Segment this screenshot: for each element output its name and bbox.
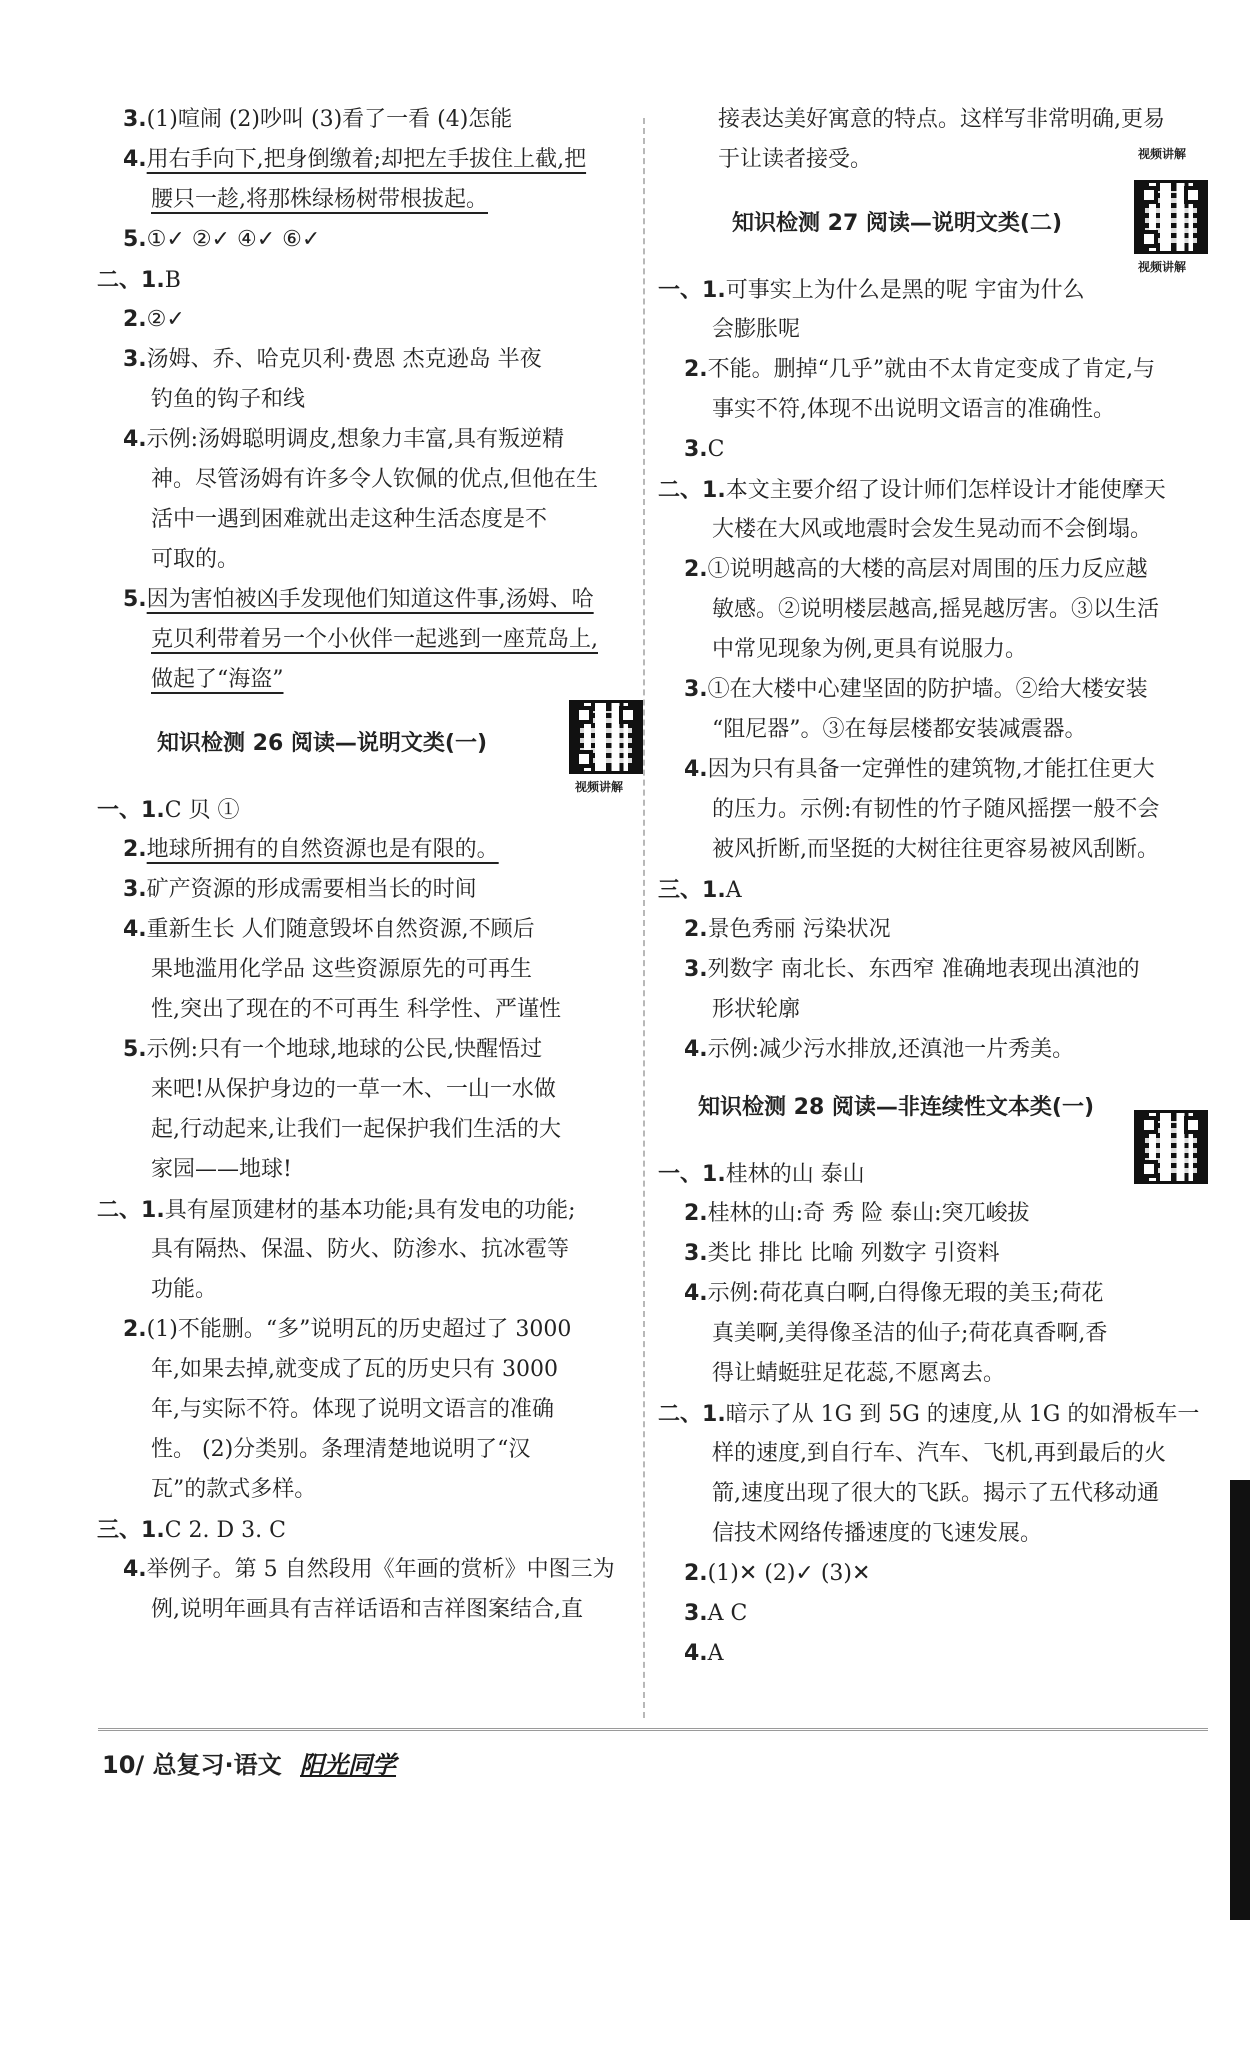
section-marker: 二、 bbox=[658, 477, 703, 503]
qr-code-icon[interactable] bbox=[1134, 1110, 1208, 1184]
answer-text: 活中一遇到困难就出走这种生活态度是不 bbox=[151, 507, 548, 532]
section-marker: 三、 bbox=[658, 877, 703, 903]
item-number: 4. bbox=[684, 1037, 708, 1062]
item-number: 1. bbox=[702, 1162, 726, 1187]
item-number: 3. bbox=[123, 107, 147, 132]
answer-line bbox=[123, 580, 642, 620]
answer-text: (1)不能删。“多”说明瓦的历史超过了 3000 bbox=[146, 1317, 572, 1342]
answer-line bbox=[712, 590, 1208, 630]
answer-line bbox=[151, 1270, 642, 1310]
answer-text: 列数字 南北长、东西窄 准确地表现出滇池的 bbox=[707, 957, 1140, 982]
answer-text: 具有屋顶建材的基本功能;具有发电的功能; bbox=[164, 1198, 576, 1223]
answer-line bbox=[684, 670, 1208, 710]
answer-text: 年,如果去掉,就变成了瓦的历史只有 3000 bbox=[151, 1357, 558, 1382]
item-number: 3. bbox=[684, 437, 708, 462]
answer-text: 得让蜻蜓驻足花蕊,不愿离去。 bbox=[712, 1361, 1005, 1386]
answer-line bbox=[123, 220, 642, 260]
answer-line bbox=[712, 310, 1208, 350]
answer-text: 功能。 bbox=[151, 1277, 218, 1302]
answer-text: 瓦”的款式多样。 bbox=[151, 1477, 317, 1502]
answer-text: 接表达美好寓意的特点。这样写非常明确,更易 bbox=[718, 107, 1165, 132]
answer-text: 起,行动起来,让我们一起保护我们生活的大 bbox=[151, 1117, 561, 1142]
answer-text: 示例:汤姆聪明调皮,想象力丰富,具有叛逆精 bbox=[146, 427, 565, 452]
answer-text: 腰只一趁,将那株绿杨树带根拔起。 bbox=[151, 187, 488, 212]
answer-text: 事实不符,体现不出说明文语言的准确性。 bbox=[712, 397, 1115, 422]
answer-text: 会膨胀呢 bbox=[712, 317, 801, 342]
answer-line bbox=[123, 140, 642, 180]
answer-line bbox=[151, 990, 642, 1030]
item-number: 4. bbox=[684, 1641, 708, 1666]
answer-text: 重新生长 人们随意毁坏自然资源,不顾后 bbox=[146, 917, 535, 942]
answer-text: 家园——地球! bbox=[151, 1157, 292, 1182]
answer-line bbox=[712, 510, 1208, 550]
page-footer bbox=[102, 1745, 396, 1780]
answer-text: 用右手向下,把身倒缴着;却把左手拔住上截,把 bbox=[146, 147, 587, 172]
answer-line bbox=[123, 340, 642, 380]
item-number: 4. bbox=[123, 427, 147, 452]
item-number: 2. bbox=[684, 357, 708, 382]
answer-text: A bbox=[725, 878, 742, 903]
item-number: 4. bbox=[123, 1557, 147, 1582]
right-column bbox=[658, 100, 1208, 1674]
answer-line bbox=[123, 1030, 642, 1070]
answer-text: A bbox=[707, 1641, 724, 1666]
item-number: 3. bbox=[123, 877, 147, 902]
answer-line bbox=[123, 830, 642, 870]
answer-text: 不能。删掉“几乎”就由不太肯定变成了肯定,与 bbox=[707, 357, 1156, 382]
answer-line bbox=[123, 870, 642, 910]
answer-line bbox=[712, 990, 1208, 1030]
answer-text: “阻尼器”。③在每层楼都安装减震器。 bbox=[712, 717, 1087, 742]
answer-line bbox=[151, 1390, 642, 1430]
answer-text: 汤姆、乔、哈克贝利·费恩 杰克逊岛 半夜 bbox=[146, 347, 542, 372]
answer-text: 可事实上为什么是黑的呢 宇宙为什么 bbox=[725, 278, 1085, 303]
item-number: 2. bbox=[123, 1317, 147, 1342]
item-number: 2. bbox=[684, 917, 708, 942]
video-lecture-label: 视频讲解 bbox=[575, 780, 624, 794]
section-heading-26 bbox=[117, 700, 642, 794]
item-number: 2. bbox=[684, 1201, 708, 1226]
section-heading-28 bbox=[668, 1070, 1208, 1154]
item-number: 1. bbox=[141, 798, 165, 823]
answer-text: 敏感。②说明楼层越高,摇晃越厉害。③以生活 bbox=[712, 597, 1159, 622]
answer-text: 类比 排比 比喻 列数字 引资料 bbox=[707, 1241, 1000, 1266]
answer-line bbox=[712, 630, 1208, 670]
section-marker: 一、 bbox=[658, 1161, 703, 1187]
answer-text: 克贝利带着另一个小伙伴一起逃到一座荒岛上, bbox=[151, 627, 598, 652]
item-number: 5. bbox=[123, 227, 147, 252]
answer-line bbox=[151, 380, 642, 420]
item-number: 1. bbox=[141, 268, 165, 293]
section-marker: 一、 bbox=[97, 797, 142, 823]
answer-line bbox=[97, 1190, 642, 1230]
answer-line bbox=[151, 460, 642, 500]
answer-text: 果地滥用化学品 这些资源原先的可再生 bbox=[151, 957, 532, 982]
answer-text: 形状轮廓 bbox=[712, 997, 801, 1022]
qr-code-icon[interactable] bbox=[569, 700, 643, 774]
footer-rule bbox=[98, 1728, 1208, 1731]
item-number: 3. bbox=[684, 677, 708, 702]
answer-text: 示例:只有一个地球,地球的公民,快醒悟过 bbox=[146, 1037, 543, 1062]
answer-line bbox=[151, 1070, 642, 1110]
answer-text: 例,说明年画具有吉祥话语和吉祥图案结合,直 bbox=[151, 1597, 583, 1622]
answer-text: (1)喧闹 (2)吵叫 (3)看了一看 (4)怎能 bbox=[146, 107, 513, 132]
item-number: 1. bbox=[702, 478, 726, 503]
answer-text: 中常见现象为例,更具有说服力。 bbox=[712, 637, 1027, 662]
answer-line bbox=[712, 1314, 1208, 1354]
answer-text: 景色秀丽 污染状况 bbox=[707, 917, 891, 942]
answer-line bbox=[151, 620, 642, 660]
answer-line bbox=[712, 390, 1208, 430]
answer-line bbox=[658, 470, 1208, 510]
answer-line bbox=[123, 100, 642, 140]
answer-text: 示例:荷花真白啊,白得像无瑕的美玉;荷花 bbox=[707, 1281, 1104, 1306]
brand-logo: 阳光同学 bbox=[300, 1751, 397, 1779]
answer-line bbox=[684, 350, 1208, 390]
section-title: 知识检测 28 阅读—非连续性文本类(一) bbox=[698, 1095, 1095, 1120]
answer-line bbox=[684, 1030, 1208, 1070]
answer-text: 可取的。 bbox=[151, 547, 240, 572]
item-number: 1. bbox=[702, 1402, 726, 1427]
answer-line bbox=[684, 910, 1208, 950]
item-number: 2. bbox=[123, 307, 147, 332]
answer-line bbox=[123, 420, 642, 460]
answer-text: ①在大楼中心建坚固的防护墙。②给大楼安装 bbox=[707, 677, 1148, 702]
answer-text: ②✓ bbox=[146, 307, 185, 332]
answer-text: 因为害怕被凶手发现他们知道这件事,汤姆、哈 bbox=[146, 587, 594, 612]
answer-line bbox=[712, 1474, 1208, 1514]
answer-line bbox=[718, 140, 1208, 180]
answer-line bbox=[712, 1514, 1208, 1554]
answer-text: 桂林的山 泰山 bbox=[725, 1162, 865, 1187]
answer-line bbox=[684, 1554, 1208, 1594]
answer-text: 来吧!从保护身边的一草一木、一山一水做 bbox=[151, 1077, 556, 1102]
answer-text: 性。 (2)分类别。条理清楚地说明了“汉 bbox=[151, 1437, 531, 1462]
answer-text: 地球所拥有的自然资源也是有限的。 bbox=[146, 837, 499, 862]
answer-text: 箭,速度出现了很大的飞跃。揭示了五代移动通 bbox=[712, 1481, 1159, 1506]
answer-text: B bbox=[164, 268, 181, 293]
section-marker: 二、 bbox=[97, 1197, 142, 1223]
answer-line bbox=[151, 540, 642, 580]
answer-line bbox=[684, 1274, 1208, 1314]
answer-line bbox=[123, 910, 642, 950]
section-title: 知识检测 27 阅读—说明文类(二) bbox=[732, 211, 1063, 236]
left-column bbox=[97, 100, 642, 1630]
answer-text: 的压力。示例:有韧性的竹子随风摇摆一般不会 bbox=[712, 797, 1160, 822]
item-number: 1. bbox=[702, 878, 726, 903]
item-number: 4. bbox=[123, 917, 147, 942]
answer-text: (1)✕ (2)✓ (3)✕ bbox=[707, 1561, 871, 1586]
item-number: 4. bbox=[684, 757, 708, 782]
answer-line bbox=[123, 1310, 642, 1350]
footer-separator: / bbox=[135, 1751, 145, 1779]
section-title: 知识检测 26 阅读—说明文类(一) bbox=[157, 731, 488, 756]
answer-line bbox=[684, 950, 1208, 990]
answer-line bbox=[151, 1430, 642, 1470]
answer-text: 具有隔热、保温、防火、防渗水、抗冰雹等 bbox=[151, 1237, 570, 1262]
section-marker: 一、 bbox=[658, 277, 703, 303]
answer-line bbox=[712, 790, 1208, 830]
column-divider bbox=[643, 118, 645, 1718]
answer-text: A C bbox=[707, 1601, 748, 1626]
answer-line bbox=[712, 830, 1208, 870]
section-marker: 二、 bbox=[97, 267, 142, 293]
item-number: 5. bbox=[123, 1037, 147, 1062]
answer-text: 暗示了从 1G 到 5G 的速度,从 1G 的如滑板车一 bbox=[725, 1402, 1200, 1427]
answer-text: 示例:减少污水排放,还滇池一片秀美。 bbox=[707, 1037, 1075, 1062]
answer-text: 样的速度,到自行车、汽车、飞机,再到最后的火 bbox=[712, 1441, 1166, 1466]
book-title: 总复习·语文 bbox=[152, 1751, 282, 1779]
answer-line bbox=[684, 550, 1208, 590]
item-number: 3. bbox=[123, 347, 147, 372]
answer-line bbox=[658, 870, 1208, 910]
answer-text: 神。尽管汤姆有许多令人钦佩的优点,但他在生 bbox=[151, 467, 598, 492]
item-number: 4. bbox=[684, 1281, 708, 1306]
answer-line bbox=[151, 180, 642, 220]
answer-line bbox=[97, 260, 642, 300]
answer-line bbox=[151, 1470, 642, 1510]
answer-text: 于让读者接受。 bbox=[718, 147, 873, 172]
answer-text: 信技术网络传播速度的飞速发展。 bbox=[712, 1521, 1043, 1546]
item-number: 5. bbox=[123, 587, 147, 612]
item-number: 1. bbox=[141, 1198, 165, 1223]
answer-text: 真美啊,美得像圣洁的仙子;荷花真香啊,香 bbox=[712, 1321, 1108, 1346]
answer-line bbox=[151, 500, 642, 540]
answer-text: C 贝 ① bbox=[164, 798, 240, 823]
section-marker: 三、 bbox=[97, 1517, 142, 1543]
answer-text: 钓鱼的钩子和线 bbox=[151, 387, 306, 412]
answer-text: 举例子。第 5 自然段用《年画的赏析》中图三为 bbox=[146, 1557, 615, 1582]
answer-text: 年,与实际不符。体现了说明文语言的准确 bbox=[151, 1397, 554, 1422]
item-number: 3. bbox=[684, 957, 708, 982]
answer-line bbox=[151, 1350, 642, 1390]
item-number: 3. bbox=[684, 1241, 708, 1266]
answer-line bbox=[151, 1590, 642, 1630]
answer-line bbox=[718, 100, 1208, 140]
answer-line bbox=[151, 1110, 642, 1150]
answer-line bbox=[97, 1510, 642, 1550]
item-number: 1. bbox=[141, 1518, 165, 1543]
item-number: 1. bbox=[702, 278, 726, 303]
answer-line bbox=[658, 1394, 1208, 1434]
answer-line bbox=[684, 1594, 1208, 1634]
item-number: 2. bbox=[684, 557, 708, 582]
answer-line bbox=[684, 1234, 1208, 1274]
section-heading-27 bbox=[668, 180, 1208, 274]
answer-line bbox=[712, 710, 1208, 750]
page-edge-strip bbox=[1230, 1480, 1250, 1920]
answer-text: 性,突出了现在的不可再生 科学性、严谨性 bbox=[151, 997, 561, 1022]
video-lecture-label: 视频讲解 bbox=[1138, 147, 1187, 161]
qr-code-icon[interactable] bbox=[1134, 180, 1208, 254]
answer-line bbox=[151, 1150, 642, 1190]
item-number: 4. bbox=[123, 147, 147, 172]
answer-line bbox=[658, 270, 1208, 310]
item-number: 2. bbox=[123, 837, 147, 862]
answer-line bbox=[684, 430, 1208, 470]
answer-text: ①✓ ②✓ ④✓ ⑥✓ bbox=[146, 227, 321, 252]
answer-text: 大楼在大风或地震时会发生晃动而不会倒塌。 bbox=[712, 517, 1153, 542]
answer-text: 桂林的山:奇 秀 险 泰山:突兀峻拔 bbox=[707, 1201, 1030, 1226]
item-number: 2. bbox=[684, 1561, 708, 1586]
answer-line bbox=[97, 790, 642, 830]
item-number: 3. bbox=[684, 1601, 708, 1626]
answer-line bbox=[658, 1154, 1208, 1194]
answer-text: 因为只有具备一定弹性的建筑物,才能扛住更大 bbox=[707, 757, 1155, 782]
answer-line bbox=[712, 1354, 1208, 1394]
answer-line bbox=[123, 1550, 642, 1590]
answer-line bbox=[151, 950, 642, 990]
page-number: 10 bbox=[102, 1751, 136, 1779]
answer-text: ①说明越高的大楼的高层对周围的压力反应越 bbox=[707, 557, 1148, 582]
answer-line bbox=[684, 1634, 1208, 1674]
section-marker: 二、 bbox=[658, 1401, 703, 1427]
answer-text: C bbox=[707, 437, 725, 462]
answer-line bbox=[151, 660, 642, 700]
answer-line bbox=[151, 1230, 642, 1270]
answer-text: 做起了“海盗” bbox=[151, 667, 284, 692]
answer-line bbox=[684, 750, 1208, 790]
answer-text: 被风折断,而坚挺的大树往往更容易被风刮断。 bbox=[712, 837, 1159, 862]
answer-text: 本文主要介绍了设计师们怎样设计才能使摩天 bbox=[725, 478, 1166, 503]
answer-text: 矿产资源的形成需要相当长的时间 bbox=[146, 877, 477, 902]
answer-text: C 2. D 3. C bbox=[164, 1518, 286, 1543]
answer-line bbox=[712, 1434, 1208, 1474]
video-lecture-label: 视频讲解 bbox=[1138, 260, 1187, 274]
answer-line bbox=[123, 300, 642, 340]
